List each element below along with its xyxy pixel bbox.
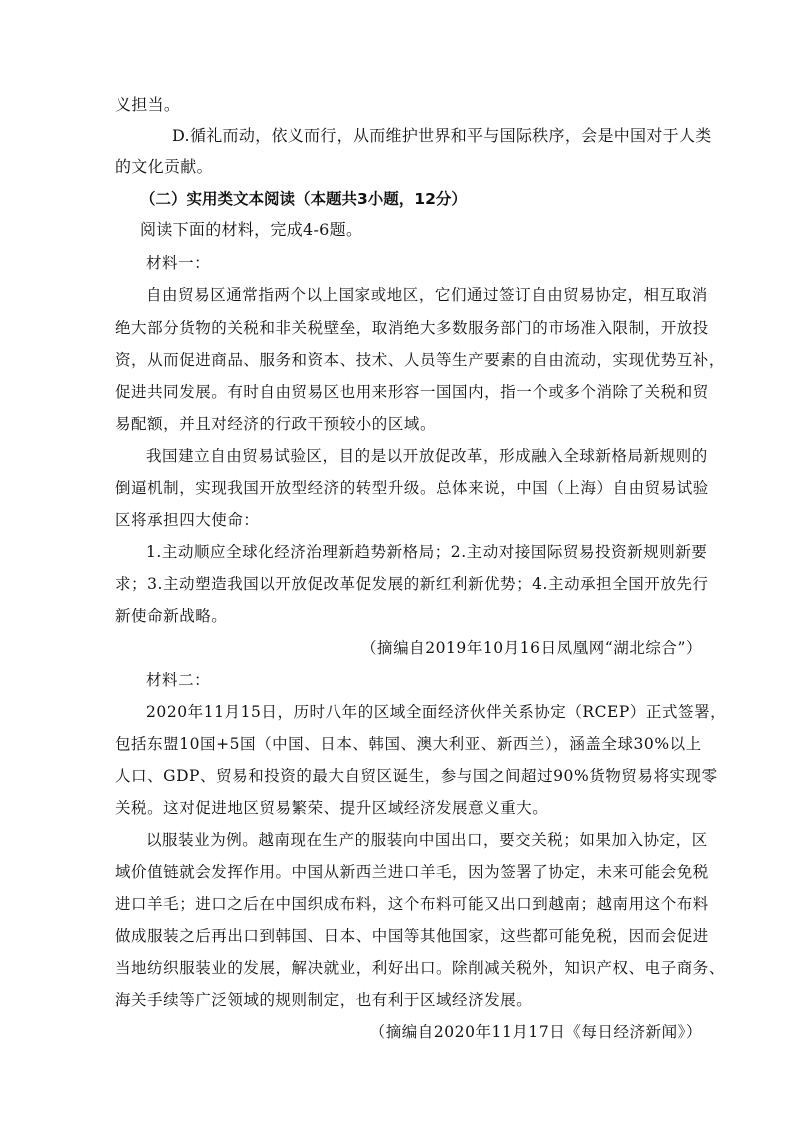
section-heading: （二）实用类文本阅读（本题共3小题，12分） bbox=[140, 190, 467, 208]
text-line: 的文化贡献。 bbox=[115, 157, 213, 176]
option-d: D.循礼而动，依义而行，从而维护世界和平与国际秩序，会是中国对于人类 bbox=[172, 126, 712, 145]
paragraph-line: 进口羊毛；进口之后在中国织成布料，这个布料可能又出口到越南；越南用这个布料 bbox=[115, 895, 709, 913]
paragraph-line: 海关手续等广泛领域的规则制定，也有利于区域经济发展。 bbox=[115, 991, 533, 1009]
paragraph-line: 域价值链就会发挥作用。中国从新西兰进口羊毛，因为签署了协定，未来可能会免税 bbox=[115, 863, 709, 881]
paragraph-line: 2020年11月15日，历时八年的区域全面经济伙伴关系协定（RCEP）正式签署， bbox=[146, 703, 727, 721]
paragraph-line: 促进共同发展。有时自由贸易区也用来形容一国国内，指一个或多个消除了关税和贸 bbox=[115, 383, 709, 401]
paragraph-line: 做成服装之后再出口到韩国、日本、中国等其他国家，这些都可能免税，因而会促进 bbox=[115, 927, 709, 945]
paragraph-line: 求；3.主动塑造我国以开放促改革促发展的新红利新优势；4.主动承担全国开放先行 bbox=[115, 575, 709, 593]
instruction: 阅读下面的材料，完成4-6题。 bbox=[140, 220, 363, 239]
paragraph-line: 资，从而促进商品、服务和资本、技术、人员等生产要素的自由流动，实现优势互补， bbox=[115, 351, 725, 369]
paragraph-line: 人口、GDP、贸易和投资的最大自贸区诞生，参与国之间超过90%货物贸易将实现零 bbox=[115, 767, 718, 785]
paragraph-line: 新使命新战略。 bbox=[115, 607, 228, 625]
text-line: 义担当。 bbox=[115, 95, 181, 114]
material-two-label: 材料二： bbox=[146, 671, 211, 689]
paragraph-line: 关税。这对促进地区贸易繁荣、提升区域经济发展意义重大。 bbox=[115, 799, 549, 817]
paragraph-line: 绝大部分货物的关税和非关税壁垒，取消绝大多数服务部门的市场准入限制，开放投 bbox=[115, 319, 709, 337]
material-one-label: 材料一： bbox=[146, 254, 211, 272]
paragraph-line: 1.主动顺应全球化经济治理新趋势新格局；2.主动对接国际贸易投资新规则新要 bbox=[146, 543, 708, 561]
paragraph-line: 易配额，并且对经济的行政干预较小的区域。 bbox=[115, 415, 437, 433]
paragraph-line: 以服装业为例。越南现在生产的服装向中国出口，要交关税；如果加入协定，区 bbox=[146, 831, 708, 849]
paragraph-line: 自由贸易区通常指两个以上国家或地区，它们通过签订自由贸易协定，相互取消 bbox=[146, 286, 708, 304]
paragraph-line: 当地纺织服装业的发展，解决就业，利好出口。除削减关税外，知识产权、电子商务、 bbox=[115, 959, 725, 977]
paragraph-line: 区将承担四大使命： bbox=[115, 511, 260, 529]
paragraph-line: 倒逼机制，实现我国开放型经济的转型升级。总体来说，中国（上海）自由贸易试验 bbox=[115, 479, 709, 497]
paragraph-line: 我国建立自由贸易试验区，目的是以开放促改革，形成融入全球新格局新规则的 bbox=[146, 447, 708, 465]
source-citation: （摘编自2019年10月16日凤凰网“湖北综合”） bbox=[361, 639, 702, 657]
paragraph-line: 包括东盟10国+5国（中国、日本、韩国、澳大利亚、新西兰），涵盖全球30%以上 bbox=[115, 735, 702, 753]
source-citation: （摘编自2020年11月17日《每日经济新闻》） bbox=[369, 1023, 702, 1041]
